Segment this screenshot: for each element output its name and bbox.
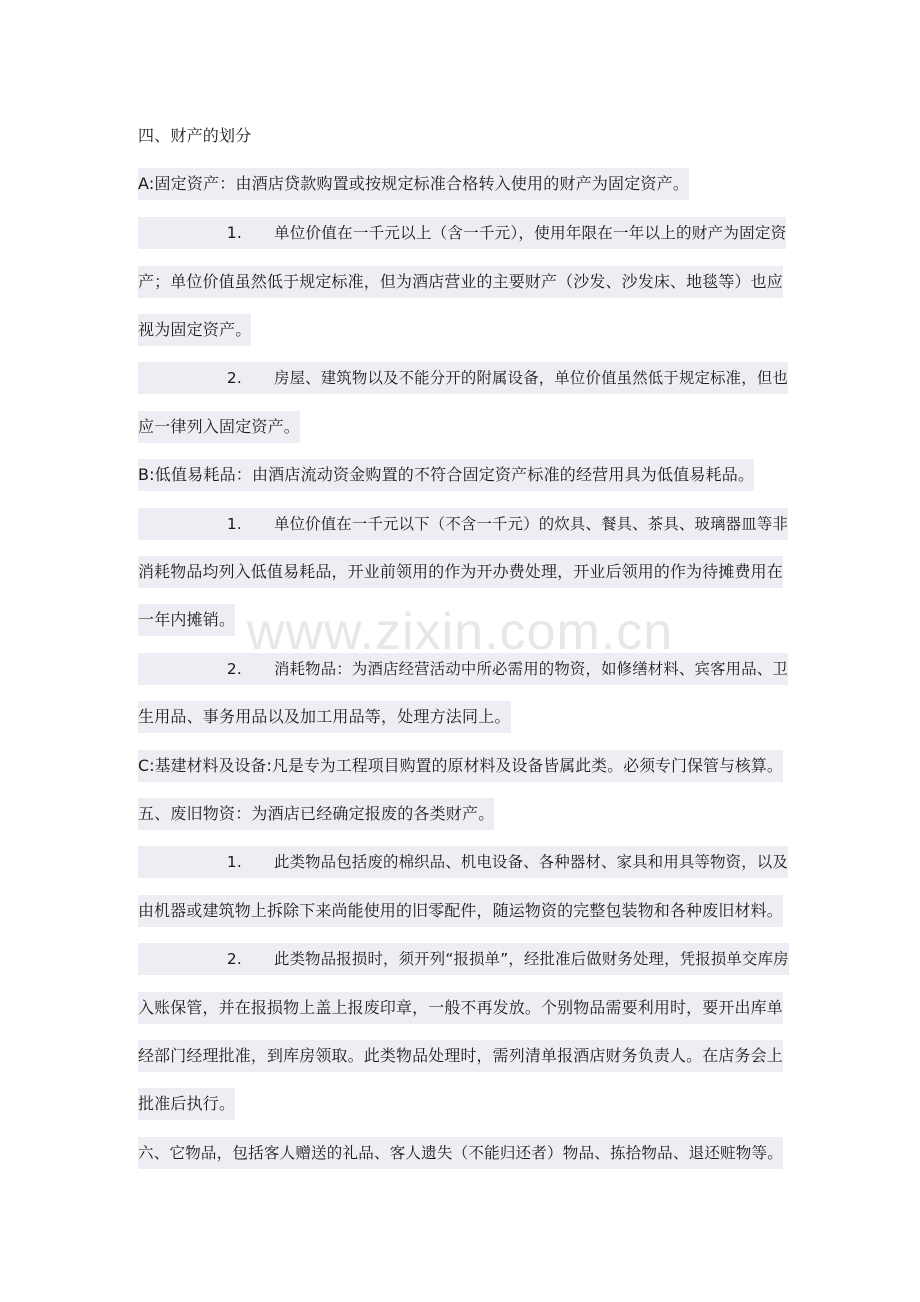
paragraph-line: 视为固定资产。 [138,314,251,346]
list-item-line: 2. 此类物品报损时，须开列“报损单”，经批准后做财务处理，凭报损单交库房 [138,943,789,975]
paragraph-line: 入账保管，并在报损物上盖上报废印章，一般不再发放。个别物品需要利用时，要开出库单 [138,992,783,1024]
list-item-line: 1. 单位价值在一千元以上（含一千元），使用年限在一年以上的财产为固定资 [138,217,786,249]
watermark-text: www.zixin.com.cn [246,603,674,661]
paragraph-line: 生用品、事务用品以及加工用品等，处理方法同上。 [138,701,511,733]
paragraph-line: 经部门经理批准，到库房领取。此类物品处理时，需列清单报酒店财务负责人。在店务会上 [138,1040,783,1072]
list-item-line: 2. 消耗物品：为酒店经营活动中所必需用的物资，如修缮材料、宾客用品、卫 [138,653,788,685]
section-heading-4: 四、财产的划分 [138,126,252,145]
list-item-line: 1. 单位价值在一千元以下（不含一千元）的炊具、餐具、茶具、玻璃器皿等非 [138,508,788,540]
section-heading-6: 六、它物品，包括客人赠送的礼品、客人遗失（不能归还者）物品、拣拾物品、退还赃物等。 [138,1137,783,1169]
paragraph-line: A:固定资产：由酒店贷款购置或按规定标准合格转入使用的财产为固定资产。 [138,168,689,200]
paragraph-line: 批准后执行。 [138,1088,235,1120]
paragraph-line: 应一律列入固定资产。 [138,411,300,443]
list-item-line: 2. 房屋、建筑物以及不能分开的附属设备，单位价值虽然低于规定标准，但也 [138,362,788,394]
paragraph-line: C:基建材料及设备:凡是专为工程项目购置的原材料及设备皆属此类。必须专门保管与核算。 [138,750,783,782]
paragraph-line: 由机器或建筑物上拆除下来尚能使用的旧零配件，随运物资的完整包装物和各种废旧材料。 [138,895,783,927]
section-heading-5: 五、废旧物资：为酒店已经确定报废的各类财产。 [138,798,494,830]
paragraph-line: B:低值易耗品：由酒店流动资金购置的不符合固定资产标准的经营用具为低值易耗品。 [138,459,754,491]
paragraph-line: 消耗物品均列入低值易耗品，开业前领用的作为开办费处理，开业后领用的作为待摊费用在 [138,556,783,588]
paragraph-line: 产；单位价值虽然低于规定标准，但为酒店营业的主要财产（沙发、沙发床、地毯等）也应 [138,266,783,298]
paragraph-line: 一年内摊销。 [138,604,235,636]
list-item-line: 1. 此类物品包括废的棉织品、机电设备、各种器材、家具和用具等物资，以及 [138,846,788,878]
